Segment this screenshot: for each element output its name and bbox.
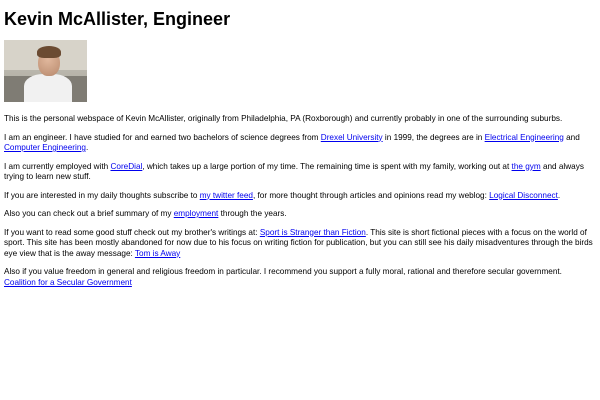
electrical-engineering-link[interactable]: Electrical Engineering <box>484 132 564 142</box>
education-paragraph <box>4 133 596 154</box>
summary-paragraph <box>4 209 596 220</box>
computer-engineering-link[interactable]: Computer Engineering <box>4 143 86 152</box>
intro-paragraph <box>4 114 596 125</box>
employment-text-3: and always trying to learn new stuff. <box>4 161 584 181</box>
social-text-2: , for more thought through articles and opinions read my weblog: <box>252 190 490 200</box>
coredial-link[interactable]: CoreDial <box>110 161 143 171</box>
photo-hair <box>37 46 61 58</box>
education-text-1: I am an engineer. I have studied for and earned two bachelors of science degrees from <box>4 132 321 142</box>
twitter-feed-link[interactable]: my twitter feed <box>199 190 253 200</box>
sport-stranger-link[interactable]: Sport is Stranger than Fiction <box>259 227 366 237</box>
intro-text: This is the personal webspace of Kevin McAllister, originally from Philadelphia, PA (Roxborough) and currently probably in one of the surrounding suburbs. <box>4 114 563 123</box>
education-text-3: and <box>563 132 580 142</box>
social-text-3: . <box>557 190 561 200</box>
employment-text-1: I am currently employed with <box>4 161 111 171</box>
social-paragraph <box>4 191 596 202</box>
logical-disconnect-link[interactable]: Logical Disconnect <box>489 190 558 200</box>
brother-paragraph <box>4 228 596 260</box>
summary-text-2: through the years. <box>218 209 287 218</box>
freedom-text-1: Also if you value freedom in general and religious freedom in particular. I recommend you support a fully moral, rational and therefore secular government. <box>4 267 562 276</box>
employment-text-2: , which takes up a large portion of my time. The remaining time is spent with my family, working out at <box>142 161 512 171</box>
brother-text-2: . This site is short fictional pieces with a focus on the world of sport. This site has been mostly abandoned for now due to his focus on writing fiction for publication, but you can still see his daily misadventures through the birds eye view that is the away message: <box>4 227 593 258</box>
drexel-link[interactable]: Drexel University <box>320 132 383 142</box>
employment-link[interactable]: employment <box>173 209 219 218</box>
gym-link[interactable]: the gym <box>511 161 541 171</box>
photo-shirt <box>24 74 72 102</box>
secular-government-link[interactable]: Coalition for a Secular Government <box>4 277 132 287</box>
summary-text-1: Also you can check out a brief summary of my <box>4 209 174 218</box>
education-text-2: in 1999, the degrees are in <box>382 132 485 142</box>
brother-text-1: If you want to read some good stuff check out my brother's writings at: <box>4 227 260 237</box>
freedom-paragraph <box>4 267 596 288</box>
profile-photo <box>4 40 87 102</box>
employment-paragraph <box>4 162 596 183</box>
education-text-4: . <box>85 143 89 152</box>
social-text-1: If you are interested in my daily thoughts subscribe to <box>4 190 200 200</box>
tom-is-away-link[interactable]: Tom is Away <box>134 248 181 258</box>
page-title: Kevin McAllister, Engineer <box>4 9 231 29</box>
